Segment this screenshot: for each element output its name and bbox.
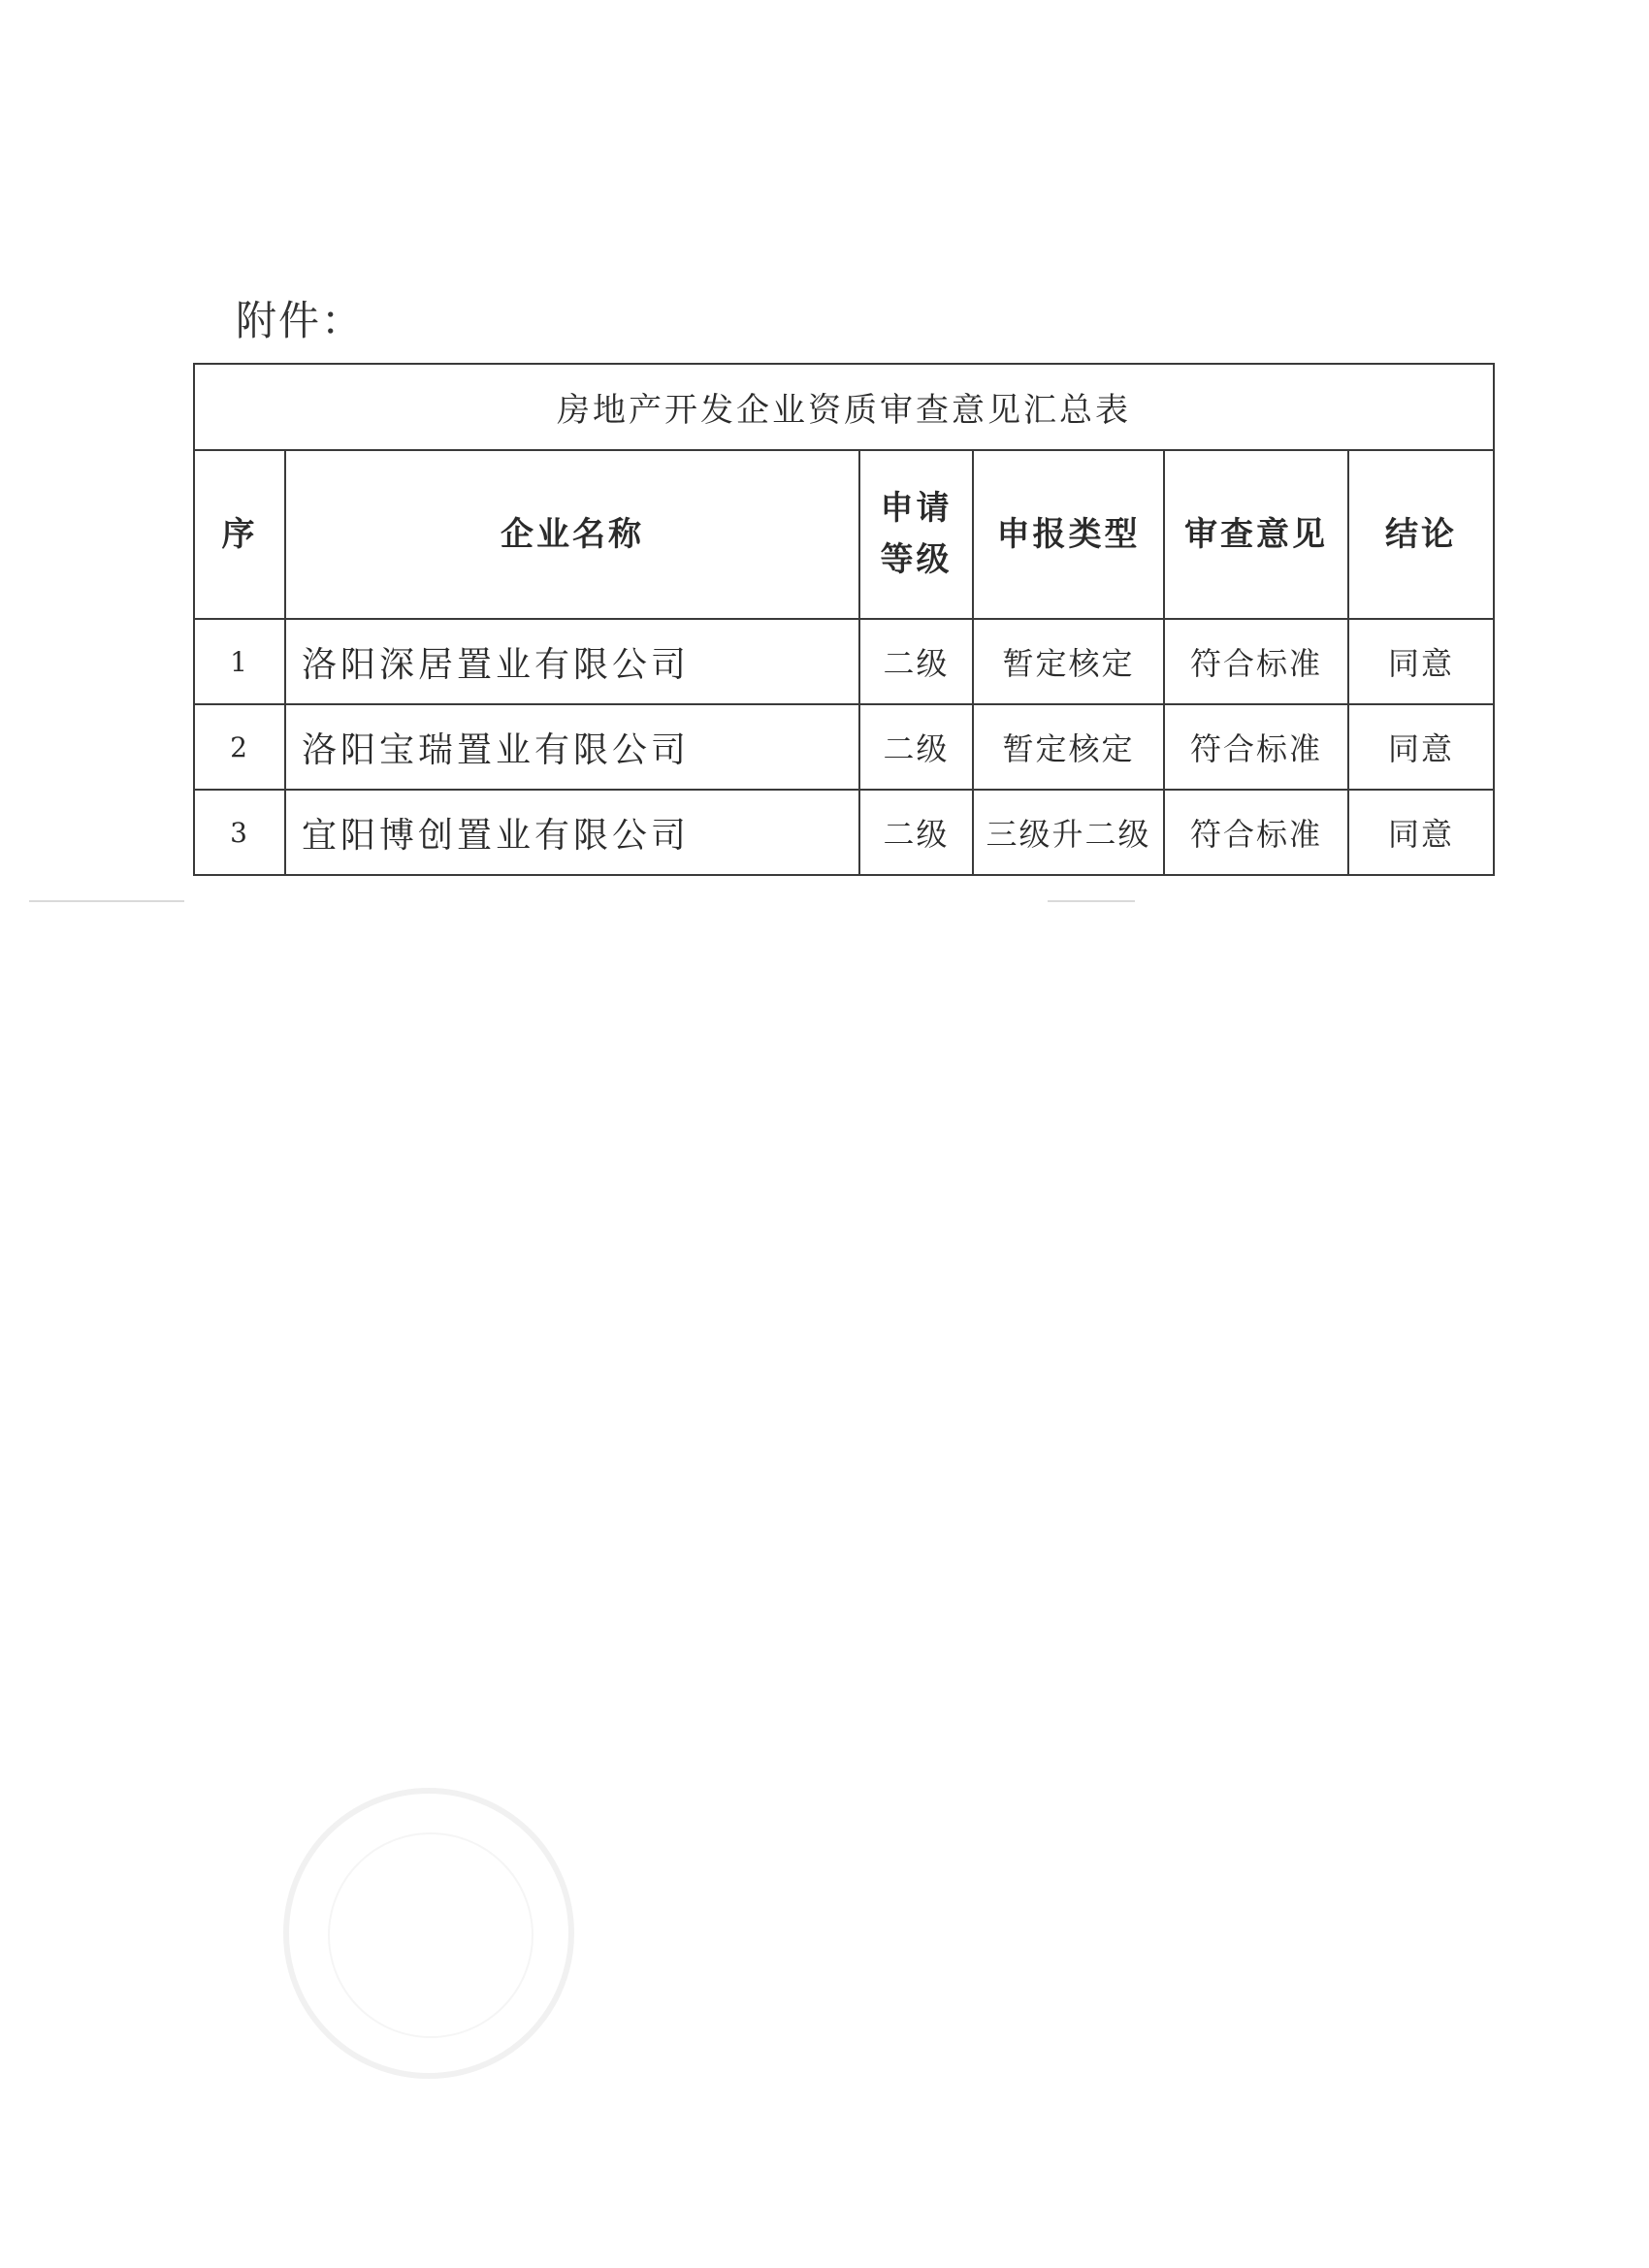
- scan-artifact-line: [29, 900, 184, 902]
- table-title: 房地产开发企业资质审查意见汇总表: [194, 364, 1494, 450]
- faint-seal-inner-ring: [328, 1832, 534, 2038]
- header-review-opinion: 审查意见: [1164, 450, 1348, 619]
- row-company-name: 洛阳深居置业有限公司: [285, 619, 859, 704]
- row-declare-type: 暂定核定: [973, 619, 1164, 704]
- row-review-opinion: 符合标准: [1164, 619, 1348, 704]
- table-title-row: [194, 364, 1494, 450]
- row-seq: 2: [194, 704, 285, 790]
- header-apply-level-line1: 申请: [880, 489, 953, 529]
- row-company-name: 宜阳博创置业有限公司: [285, 790, 859, 875]
- header-company-name: 企业名称: [285, 450, 859, 619]
- row-conclusion: 同意: [1348, 790, 1494, 875]
- row-review-opinion: 符合标准: [1164, 704, 1348, 790]
- table-row: [194, 790, 1494, 875]
- header-seq: 序: [194, 450, 285, 619]
- scan-artifact-line: [1048, 900, 1135, 902]
- row-conclusion: 同意: [1348, 704, 1494, 790]
- attachment-label: 附件：: [236, 297, 365, 344]
- table-header-row: [194, 450, 1494, 619]
- row-declare-type: 暂定核定: [973, 704, 1164, 790]
- header-conclusion: 结论: [1348, 450, 1494, 619]
- qualification-summary-table: [193, 363, 1495, 876]
- header-apply-level-line2: 等级: [880, 540, 953, 579]
- header-declare-type: 申报类型: [973, 450, 1164, 619]
- row-conclusion: 同意: [1348, 619, 1494, 704]
- row-seq: 3: [194, 790, 285, 875]
- row-apply-level: 二级: [859, 704, 973, 790]
- row-review-opinion: 符合标准: [1164, 790, 1348, 875]
- table-row: [194, 704, 1494, 790]
- header-apply-level: [859, 450, 973, 619]
- row-declare-type: 三级升二级: [973, 790, 1164, 875]
- row-company-name: 洛阳宝瑞置业有限公司: [285, 704, 859, 790]
- row-seq: 1: [194, 619, 285, 704]
- faint-seal-stamp: [283, 1788, 574, 2079]
- row-apply-level: 二级: [859, 790, 973, 875]
- table-row: [194, 619, 1494, 704]
- row-apply-level: 二级: [859, 619, 973, 704]
